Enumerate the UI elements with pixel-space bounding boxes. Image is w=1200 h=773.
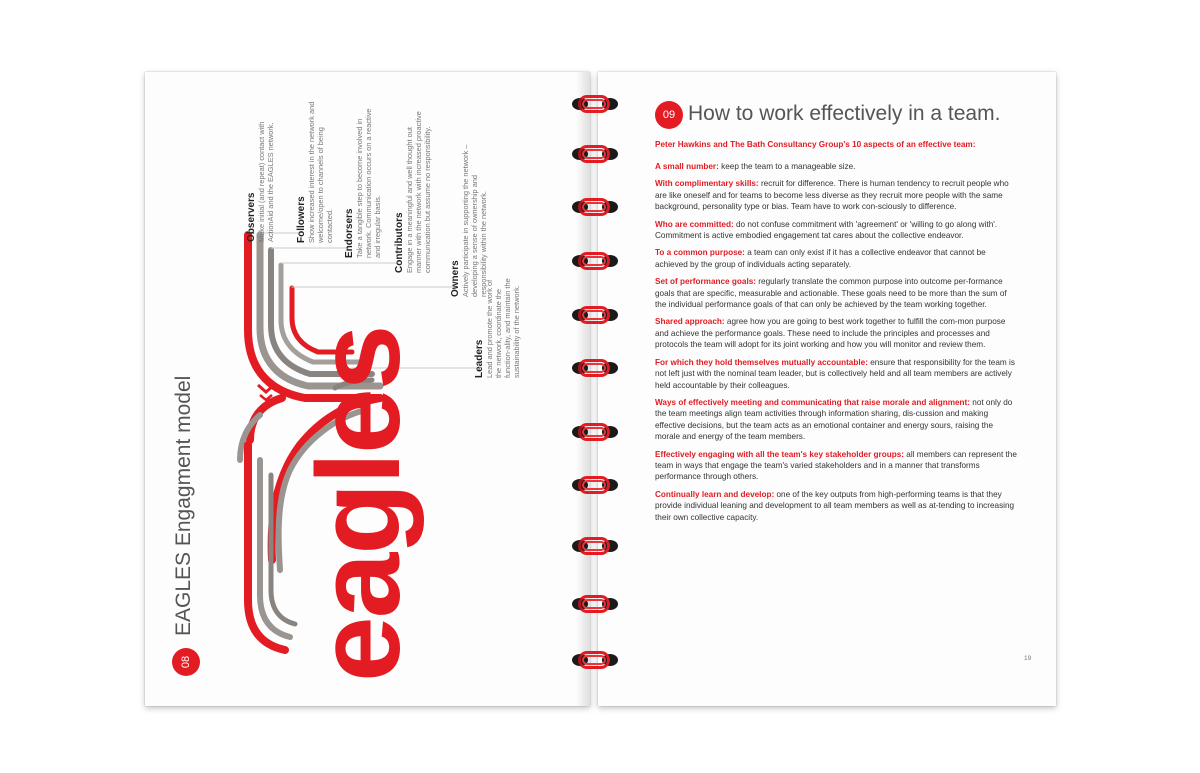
binding-ring [566,473,626,497]
aspect-text: all members can represent the team in ways that engage the team's varied stakeholders and in a manner that transforms performance through others. [655,449,1017,482]
aspect-text: ensure that responsibility for the team is not left just with the nominal team leader, but is collectively held and all team members are actively held accountable by their colleagues. [655,357,1015,390]
aspect-item [655,178,1020,212]
aspect-heading: Effectively engaging with all the team's key stakeholder groups: [655,449,905,459]
stage-title: Owners [450,260,461,297]
left-section-badge: 08 [172,648,200,676]
aspects-list [655,161,1020,529]
aspect-item [655,161,1020,172]
stage-contributors [394,108,432,273]
binding-ring [566,534,626,558]
aspect-heading: Ways of effectively meeting and communicating that raise morale and alignment: [655,397,970,407]
aspect-heading: For which they hold themselves mutually accountable: [655,357,868,367]
stage-desc: Show increased interest in the network and welcome/open to channels of being contacted. [307,101,334,243]
left-page-title: EAGLES Engagment model [172,375,195,636]
aspect-text: regularly translate the common purpose into outcome per-formance goals that are specific, measurable and actionable. These goals need to be more than the sum of the individual performance goals of that can only be achieved by the team working together. [655,277,1007,310]
aspect-text: a team can only exist if it has a collective endeavor that cannot be achieved by the group of individuals acting separately. [655,248,986,269]
stage-title: Observers [246,192,257,242]
aspect-heading: Set of performance goals: [655,277,757,287]
binding-ring [566,92,626,116]
stage-desc: Engage in a meaningful and well thought out manner with the network with increased proactive communication but assume no responsibility. [405,111,432,273]
stage-desc: Lead and promote the work of the network, coordinate the function-ality, and maintain the sustainability of the network. [485,278,521,378]
eagles-wordmark: eagles [293,326,425,682]
stage-title: Endorsers [344,208,355,258]
binding-ring [566,592,626,616]
binding-ring [566,142,626,166]
binding-ring [566,249,626,273]
binding-ring [566,648,626,672]
aspect-text: one of the key outputs from high-performing teams is that they provide individual leaning and development to all team members as well as at-tending to increasing their own collective capacity. [655,489,1015,522]
right-page-title: How to work effectively in a team. [688,102,1001,125]
right-section-badge: 09 [655,101,683,129]
intro-heading: Peter Hawkins and The Bath Consultancy Group's 10 aspects of an effective team: [655,140,976,149]
aspect-text: keep the team to a manageable size. [718,162,856,171]
aspect-heading: Continually learn and develop: [655,489,775,499]
stage-observers [246,92,275,242]
eagle-head-mark [258,385,274,392]
aspect-text: recruit for difference. There is human tendency to recruit people who are like oneself and for teams to become less diverse as they recruit more people with the same background, personality type or bias. Team have to work con-sciously to difference. [655,179,1009,212]
stage-title: Followers [296,196,307,243]
aspect-text: not only do the team meetings align team activities through information sharing, dis-cussion and making effective decisions, but the team acts as an emotional container and energy sours, raising the morale and energy of the team members. [655,397,1013,442]
stage-desc: Take a tangible step to become involved in network. Communication occurs on a reactive and irregular basis. [355,108,382,258]
aspect-item [655,247,1020,270]
aspect-text: agree how you are going to best work together to fulfill the com-mon purpose and achieve the performance goals. These need to include the principles and processes and protocols the team will adopt for its joint working and how you will monitor and review them. [655,317,1006,350]
aspect-item [655,276,1020,310]
binding-ring [566,195,626,219]
stage-leaders [474,278,521,378]
stage-owners [450,137,488,297]
aspect-item [655,219,1020,242]
aspect-item [655,316,1020,350]
aspect-text: do not confuse commitment with 'agreement' or 'willing to go along with'. Commitment is active embodied engagement tat cares about the collective endeavor. [655,219,998,241]
stage-desc: Actively participate in supporting the network – developing a sense of ownership and responsibility within the network. [461,144,488,297]
stage-title: Leaders [474,339,485,378]
aspect-heading: A small number: [655,162,719,171]
aspect-item [655,397,1020,443]
stage-title: Contributors [394,212,405,273]
stage-endorsers [344,98,382,258]
aspect-heading: Shared approach: [655,317,725,327]
stage-followers [296,93,334,243]
binding-ring [566,356,626,380]
aspect-heading: Who are committed: [655,219,734,229]
binding-ring [566,420,626,444]
stage-desc: Make initial (and repeat) contact with ActionAid and the EAGLES network. [257,121,275,242]
page-number: 19 [1024,655,1032,662]
aspect-item [655,357,1020,391]
aspect-heading: With complimentary skills: [655,179,759,189]
aspect-heading: To a common purpose: [655,248,745,258]
binding-ring [566,303,626,327]
aspect-item [655,449,1020,483]
spiral-binding [566,92,626,692]
aspect-item [655,489,1020,523]
